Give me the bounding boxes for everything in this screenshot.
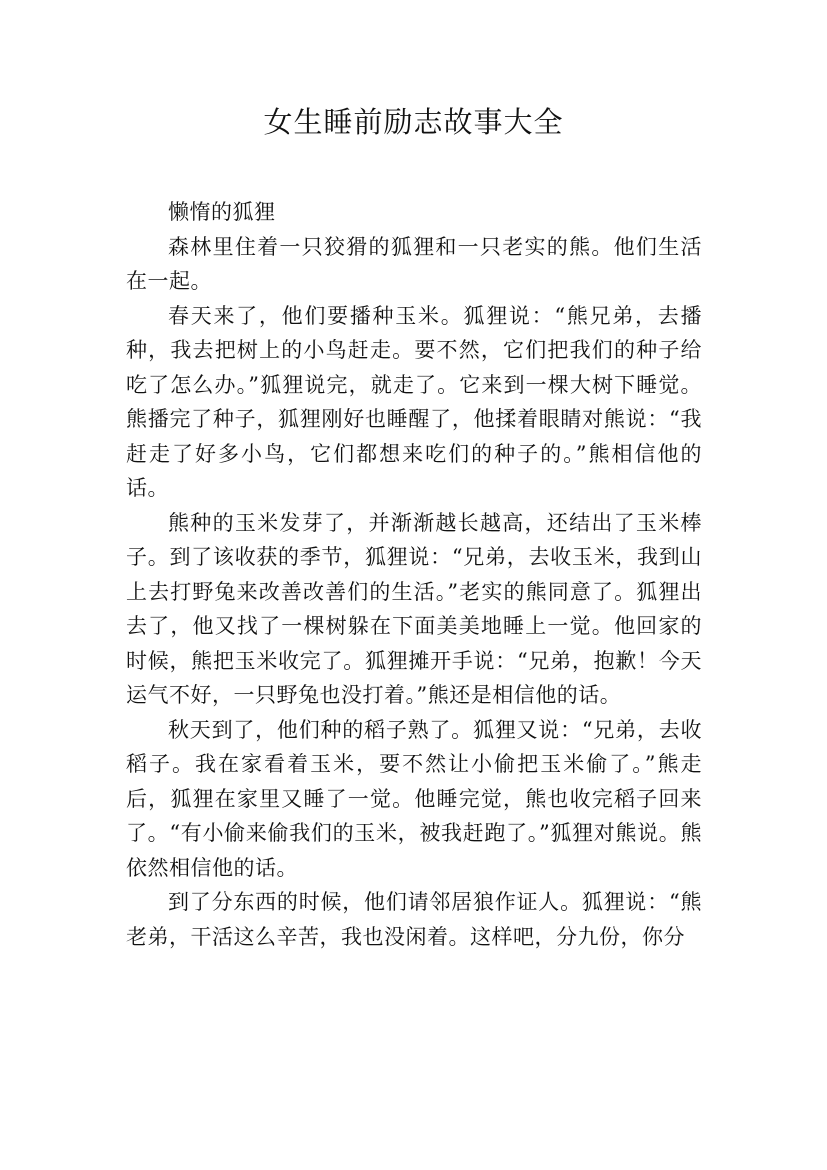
document-body — [126, 195, 702, 954]
paragraph: 秋天到了，他们种的稻子熟了。狐狸又说：“兄弟，去收稻子。我在家看着玉米，要不然让小偷把玉米偷了。”熊走后，狐狸在家里又睡了一觉。他睡完觉，熊也收完稻子回来了。“有小偷来偷我们的玉米，被我赶跑了。”狐狸对熊说。熊依然相信他的话。 — [126, 717, 702, 880]
paragraph: 到了分东西的时候，他们请邻居狼作证人。狐狸说：“熊老弟，干活这么辛苦，我也没闲着。这样吧，分九份，你分 — [126, 890, 702, 949]
paragraph: 春天来了，他们要播种玉米。狐狸说：“熊兄弟，去播种，我去把树上的小鸟赶走。要不然，它们把我们的种子给吃了怎么办。”狐狸说完，就走了。它来到一棵大树下睡觉。熊播完了种子，狐狸刚好也睡醒了，他揉着眼睛对熊说：“我赶走了好多小鸟，它们都想来吃们的种子的。”熊相信他的话。 — [126, 303, 702, 500]
story-heading: 懒惰的狐狸 — [168, 200, 276, 224]
paragraph: 熊种的玉米发芽了，并渐渐越长越高，还结出了玉米棒子。到了该收获的季节，狐狸说：“兄弟，去收玉米，我到山上去打野兔来改善改善们的生活。”老实的熊同意了。狐狸出去了，他又找了一棵树躲在下面美美地睡上一觉。他回家的时候，熊把玉米收完了。狐狸摊开手说：“兄弟，抱歉！今天运气不好，一只野兔也没打着。”熊还是相信他的话。 — [126, 510, 702, 707]
paragraph: 森林里住着一只狡猾的狐狸和一只老实的熊。他们生活在一起。 — [126, 234, 702, 293]
document-title: 女生睡前励志故事大全 — [263, 105, 564, 139]
